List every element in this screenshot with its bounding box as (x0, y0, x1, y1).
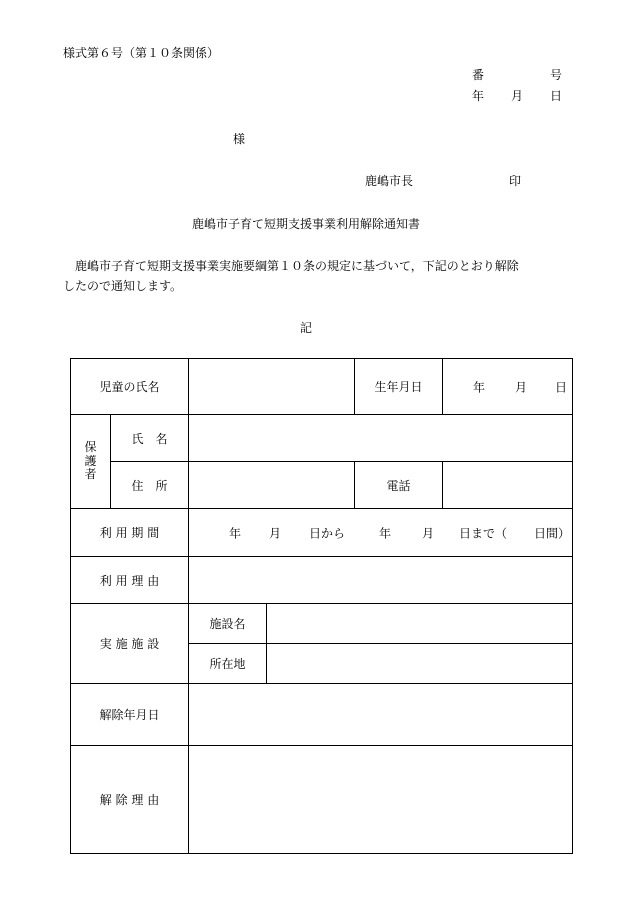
body-text-line-2: したので通知します。 (63, 279, 183, 293)
guardian-name-field[interactable] (189, 415, 573, 462)
period-to-month: 月 (422, 526, 435, 540)
issuer-seal: 印 (509, 174, 522, 188)
row-guardian-name (71, 415, 573, 462)
facility-name-field[interactable] (267, 604, 573, 644)
facility-location-label: 所在地 (189, 644, 267, 684)
phone-label: 電話 (355, 462, 443, 509)
date-year-label: 年 (472, 89, 485, 103)
birth-day-label: 日 (555, 380, 568, 394)
number-label-go: 号 (550, 68, 563, 82)
number-label-ban: 番 (472, 68, 485, 82)
birth-date-field[interactable] (443, 359, 573, 415)
addressee-honorific: 様 (233, 132, 246, 146)
cancel-date-field[interactable] (189, 684, 573, 746)
guardian-char-3: 者 (84, 467, 97, 482)
cancel-reason-field[interactable] (189, 746, 573, 854)
facility-label: 実 施 施 設 (71, 604, 189, 684)
row-period (71, 509, 573, 557)
row-reason (71, 557, 573, 604)
birth-year-label: 年 (473, 380, 486, 394)
phone-field[interactable] (443, 462, 573, 509)
row-facility-name (71, 604, 573, 644)
row-cancel-reason (71, 746, 573, 854)
row-cancel-date (71, 684, 573, 746)
reason-label: 利 用 理 由 (71, 557, 189, 604)
form-number: 様式第６号（第１０条関係） (63, 46, 220, 60)
period-to-day: 日まで（ (459, 526, 508, 540)
guardian-address-label: 住 所 (111, 462, 189, 509)
form-table (70, 358, 573, 854)
period-field[interactable] (189, 509, 573, 557)
birth-month-label: 月 (515, 380, 528, 394)
child-name-label: 児童の氏名 (71, 359, 189, 415)
issuer-title: 鹿嶋市長 (365, 174, 414, 188)
guardian-label (71, 415, 111, 509)
body-text-line-1: 鹿嶋市子育て短期支援事業実施要綱第１０条の規定に基づいて，下記のとおり解除 (75, 259, 519, 273)
facility-name-label: 施設名 (189, 604, 267, 644)
date-day-label: 日 (550, 89, 563, 103)
period-to-year: 年 (379, 526, 392, 540)
guardian-name-label: 氏 名 (111, 415, 189, 462)
period-from-month: 月 (269, 526, 282, 540)
guardian-char-1: 保 (84, 439, 97, 454)
period-days: 日間） (534, 526, 571, 540)
birth-date-label: 生年月日 (355, 359, 443, 415)
period-from-year: 年 (229, 526, 242, 540)
ki-label: 記 (300, 321, 313, 335)
row-child (71, 359, 573, 415)
child-name-field[interactable] (189, 359, 355, 415)
date-month-label: 月 (511, 89, 524, 103)
period-label: 利 用 期 間 (71, 509, 189, 557)
cancel-date-label: 解除年月日 (71, 684, 189, 746)
cancel-reason-label: 解 除 理 由 (71, 746, 189, 854)
document-title: 鹿嶋市子育て短期支援事業利用解除通知書 (192, 217, 421, 231)
row-guardian-address (71, 462, 573, 509)
guardian-address-field[interactable] (189, 462, 355, 509)
facility-location-field[interactable] (267, 644, 573, 684)
period-from-day: 日から (309, 526, 346, 540)
reason-field[interactable] (189, 557, 573, 604)
guardian-char-2: 護 (84, 453, 97, 468)
